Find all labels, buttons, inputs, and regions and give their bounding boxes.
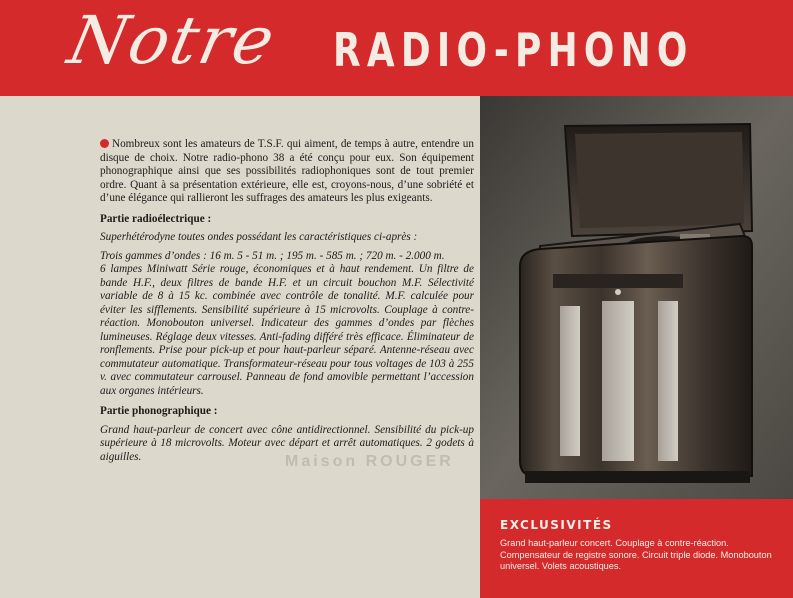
radio-paragraph-2: Trois gammes d’ondes : 16 m. 5 - 51 m. ; 195 m. - 585 m. ; 720 m. - 2.000 m. (100, 249, 445, 262)
radio-paragraph-1: Superhétérodyne toutes ondes possédant les caractéristiques ci-après : (100, 231, 418, 243)
title-script: Notre (61, 2, 283, 79)
radio-phono-photo (480, 96, 793, 499)
exclusivites-text: Grand haut-parleur concert. Couplage à contre-réaction. Compensateur de registre sonore. Circuit triple diode. Monobouton universel. Volets acoustiques. (500, 538, 772, 571)
radio-paragraph-3: 6 lampes Miniwatt Série rouge, économiques et à haut rendement. Un filtre de bande H.F., deux filtres de bande H.F. et un circuit bouchon M.F. Sélectivité variable de 8 à 15 kc. combinée avec contrôle de tonalité. M.F. calculée pour éviter les sifflements. Sensibilité supérieure à 15 microvolts. Couplage à contre-réaction. Monobouton universel. Indicateur des gammes d’ondes par flèches lumineuses. Réglage deux vitesses. Anti-fading différé très efficace. Éliminateur de ronflements. Prise pour pick-up et pour haut-parleur séparé. Antenne-réseau avec commutateur automatique. Transformateur-réseau pour tous voltages de 103 à 255 v. avec commutateur carrousel. Panneau de fond amovible permettant l’accession aux organes intérieurs. (100, 263, 474, 397)
phono-paragraph: Grand haut-parleur de concert avec cône antidirectionnel. Sensibilité du pick-up supérieure à 18 microvolts. Moteur avec départ et arrêt automatiques. 2 godets à aiguilles. (100, 423, 474, 463)
title-caps: RADIO-PHONO (333, 23, 694, 77)
exclusivites-title: EXCLUSIVITÉS (500, 518, 613, 532)
intro-text: Nombreux sont les amateurs de T.S.F. qui aiment, de temps à autre, entendre un disque de choix. Notre radio-phono 38 a été conçu pour eux. Son équipement phonographique ainsi que ses possibilités radiophoniques sont de tout premier ordre. Quant à sa présentation extérieure, elle est, croyons-nous, d’une sobriété et d’une élégance qui rallieront les suffrages des amateurs les plus exigeants. (100, 138, 474, 204)
intro-paragraph (100, 138, 474, 206)
bullet-dot-icon (100, 139, 109, 148)
radio-heading: Partie radioélectrique : (100, 212, 212, 225)
body-text (100, 138, 474, 464)
maison-stamp: Maison ROUGER (285, 453, 454, 470)
phono-heading: Partie phonographique : (100, 405, 218, 417)
